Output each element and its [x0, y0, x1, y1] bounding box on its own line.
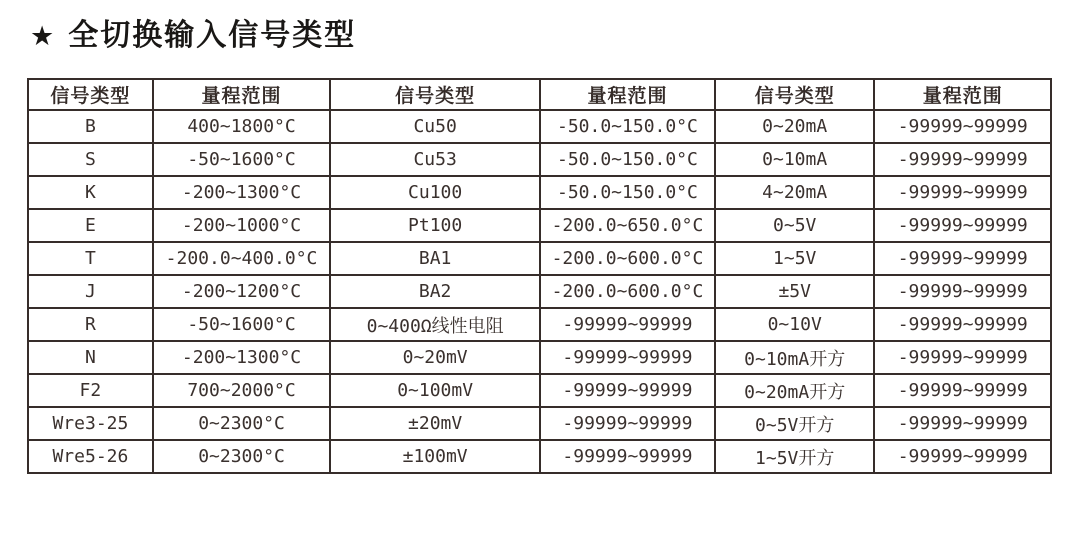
signal-type-cell: BA2	[330, 275, 540, 308]
range-cell: 400~1800°C	[153, 110, 330, 143]
range-cell: -50.0~150.0°C	[540, 176, 715, 209]
signal-type-cell: Cu50	[330, 110, 540, 143]
signal-type-cell: BA1	[330, 242, 540, 275]
range-cell: -99999~99999	[874, 242, 1051, 275]
range-cell: -99999~99999	[540, 374, 715, 407]
range-cell: -50.0~150.0°C	[540, 110, 715, 143]
signal-type-cell: 0~20mV	[330, 341, 540, 374]
range-cell: -200.0~400.0°C	[153, 242, 330, 275]
signal-type-cell: 4~20mA	[715, 176, 875, 209]
column-header: 信号类型	[28, 79, 153, 110]
range-cell: -99999~99999	[874, 275, 1051, 308]
signal-type-cell: 0~100mV	[330, 374, 540, 407]
signal-type-cell: E	[28, 209, 153, 242]
range-cell: -99999~99999	[874, 209, 1051, 242]
signal-type-cell: 0~5V开方	[715, 407, 875, 440]
section-title	[30, 16, 356, 56]
range-cell: -99999~99999	[874, 308, 1051, 341]
signal-type-cell: N	[28, 341, 153, 374]
range-cell: -50~1600°C	[153, 143, 330, 176]
signal-type-cell: 0~400Ω线性电阻	[330, 308, 540, 341]
signal-type-cell: K	[28, 176, 153, 209]
signal-type-cell: Cu53	[330, 143, 540, 176]
range-cell: -99999~99999	[540, 341, 715, 374]
signal-type-cell: 0~10V	[715, 308, 875, 341]
column-header: 信号类型	[330, 79, 540, 110]
range-cell: -200.0~600.0°C	[540, 275, 715, 308]
table-row	[28, 209, 1051, 242]
range-cell: -200.0~600.0°C	[540, 242, 715, 275]
column-header: 量程范围	[540, 79, 715, 110]
range-cell: -99999~99999	[874, 176, 1051, 209]
signal-type-cell: 1~5V	[715, 242, 875, 275]
range-cell: -200~1300°C	[153, 176, 330, 209]
signal-type-cell: 0~5V	[715, 209, 875, 242]
table-row	[28, 407, 1051, 440]
range-cell: -99999~99999	[874, 374, 1051, 407]
signal-type-cell: 0~20mA开方	[715, 374, 875, 407]
signal-type-cell: Pt100	[330, 209, 540, 242]
range-cell: -99999~99999	[874, 143, 1051, 176]
table-row	[28, 110, 1051, 143]
signal-type-cell: 1~5V开方	[715, 440, 875, 473]
signal-type-cell: Wre5-26	[28, 440, 153, 473]
signal-type-cell: F2	[28, 374, 153, 407]
signal-type-cell: S	[28, 143, 153, 176]
table-row	[28, 143, 1051, 176]
signal-type-cell: J	[28, 275, 153, 308]
range-cell: -99999~99999	[874, 341, 1051, 374]
page-title: 全切换输入信号类型	[68, 18, 357, 53]
signal-type-cell: Wre3-25	[28, 407, 153, 440]
signal-type-cell: ±20mV	[330, 407, 540, 440]
signal-type-cell: 0~10mA	[715, 143, 875, 176]
column-header: 量程范围	[153, 79, 330, 110]
table-row	[28, 275, 1051, 308]
star-icon: ★	[30, 20, 55, 52]
table-row	[28, 374, 1051, 407]
table-header-row	[28, 79, 1051, 110]
signal-type-table	[27, 78, 1052, 474]
table-row	[28, 440, 1051, 473]
signal-type-cell: Cu100	[330, 176, 540, 209]
range-cell: -99999~99999	[874, 407, 1051, 440]
range-cell: -200~1200°C	[153, 275, 330, 308]
signal-type-cell: ±5V	[715, 275, 875, 308]
table-row	[28, 176, 1051, 209]
range-cell: -200~1000°C	[153, 209, 330, 242]
range-cell: -200.0~650.0°C	[540, 209, 715, 242]
range-cell: -200~1300°C	[153, 341, 330, 374]
signal-type-cell: T	[28, 242, 153, 275]
range-cell: 0~2300°C	[153, 407, 330, 440]
signal-type-cell: R	[28, 308, 153, 341]
column-header: 信号类型	[715, 79, 875, 110]
signal-type-cell: 0~20mA	[715, 110, 875, 143]
range-cell: -50~1600°C	[153, 308, 330, 341]
range-cell: 0~2300°C	[153, 440, 330, 473]
range-cell: 700~2000°C	[153, 374, 330, 407]
range-cell: -99999~99999	[874, 440, 1051, 473]
range-cell: -99999~99999	[540, 407, 715, 440]
range-cell: -50.0~150.0°C	[540, 143, 715, 176]
table-row	[28, 242, 1051, 275]
range-cell: -99999~99999	[540, 308, 715, 341]
signal-type-cell: B	[28, 110, 153, 143]
table-row	[28, 341, 1051, 374]
table-row	[28, 308, 1051, 341]
range-cell: -99999~99999	[874, 110, 1051, 143]
column-header: 量程范围	[874, 79, 1051, 110]
signal-type-cell: ±100mV	[330, 440, 540, 473]
range-cell: -99999~99999	[540, 440, 715, 473]
signal-type-cell: 0~10mA开方	[715, 341, 875, 374]
